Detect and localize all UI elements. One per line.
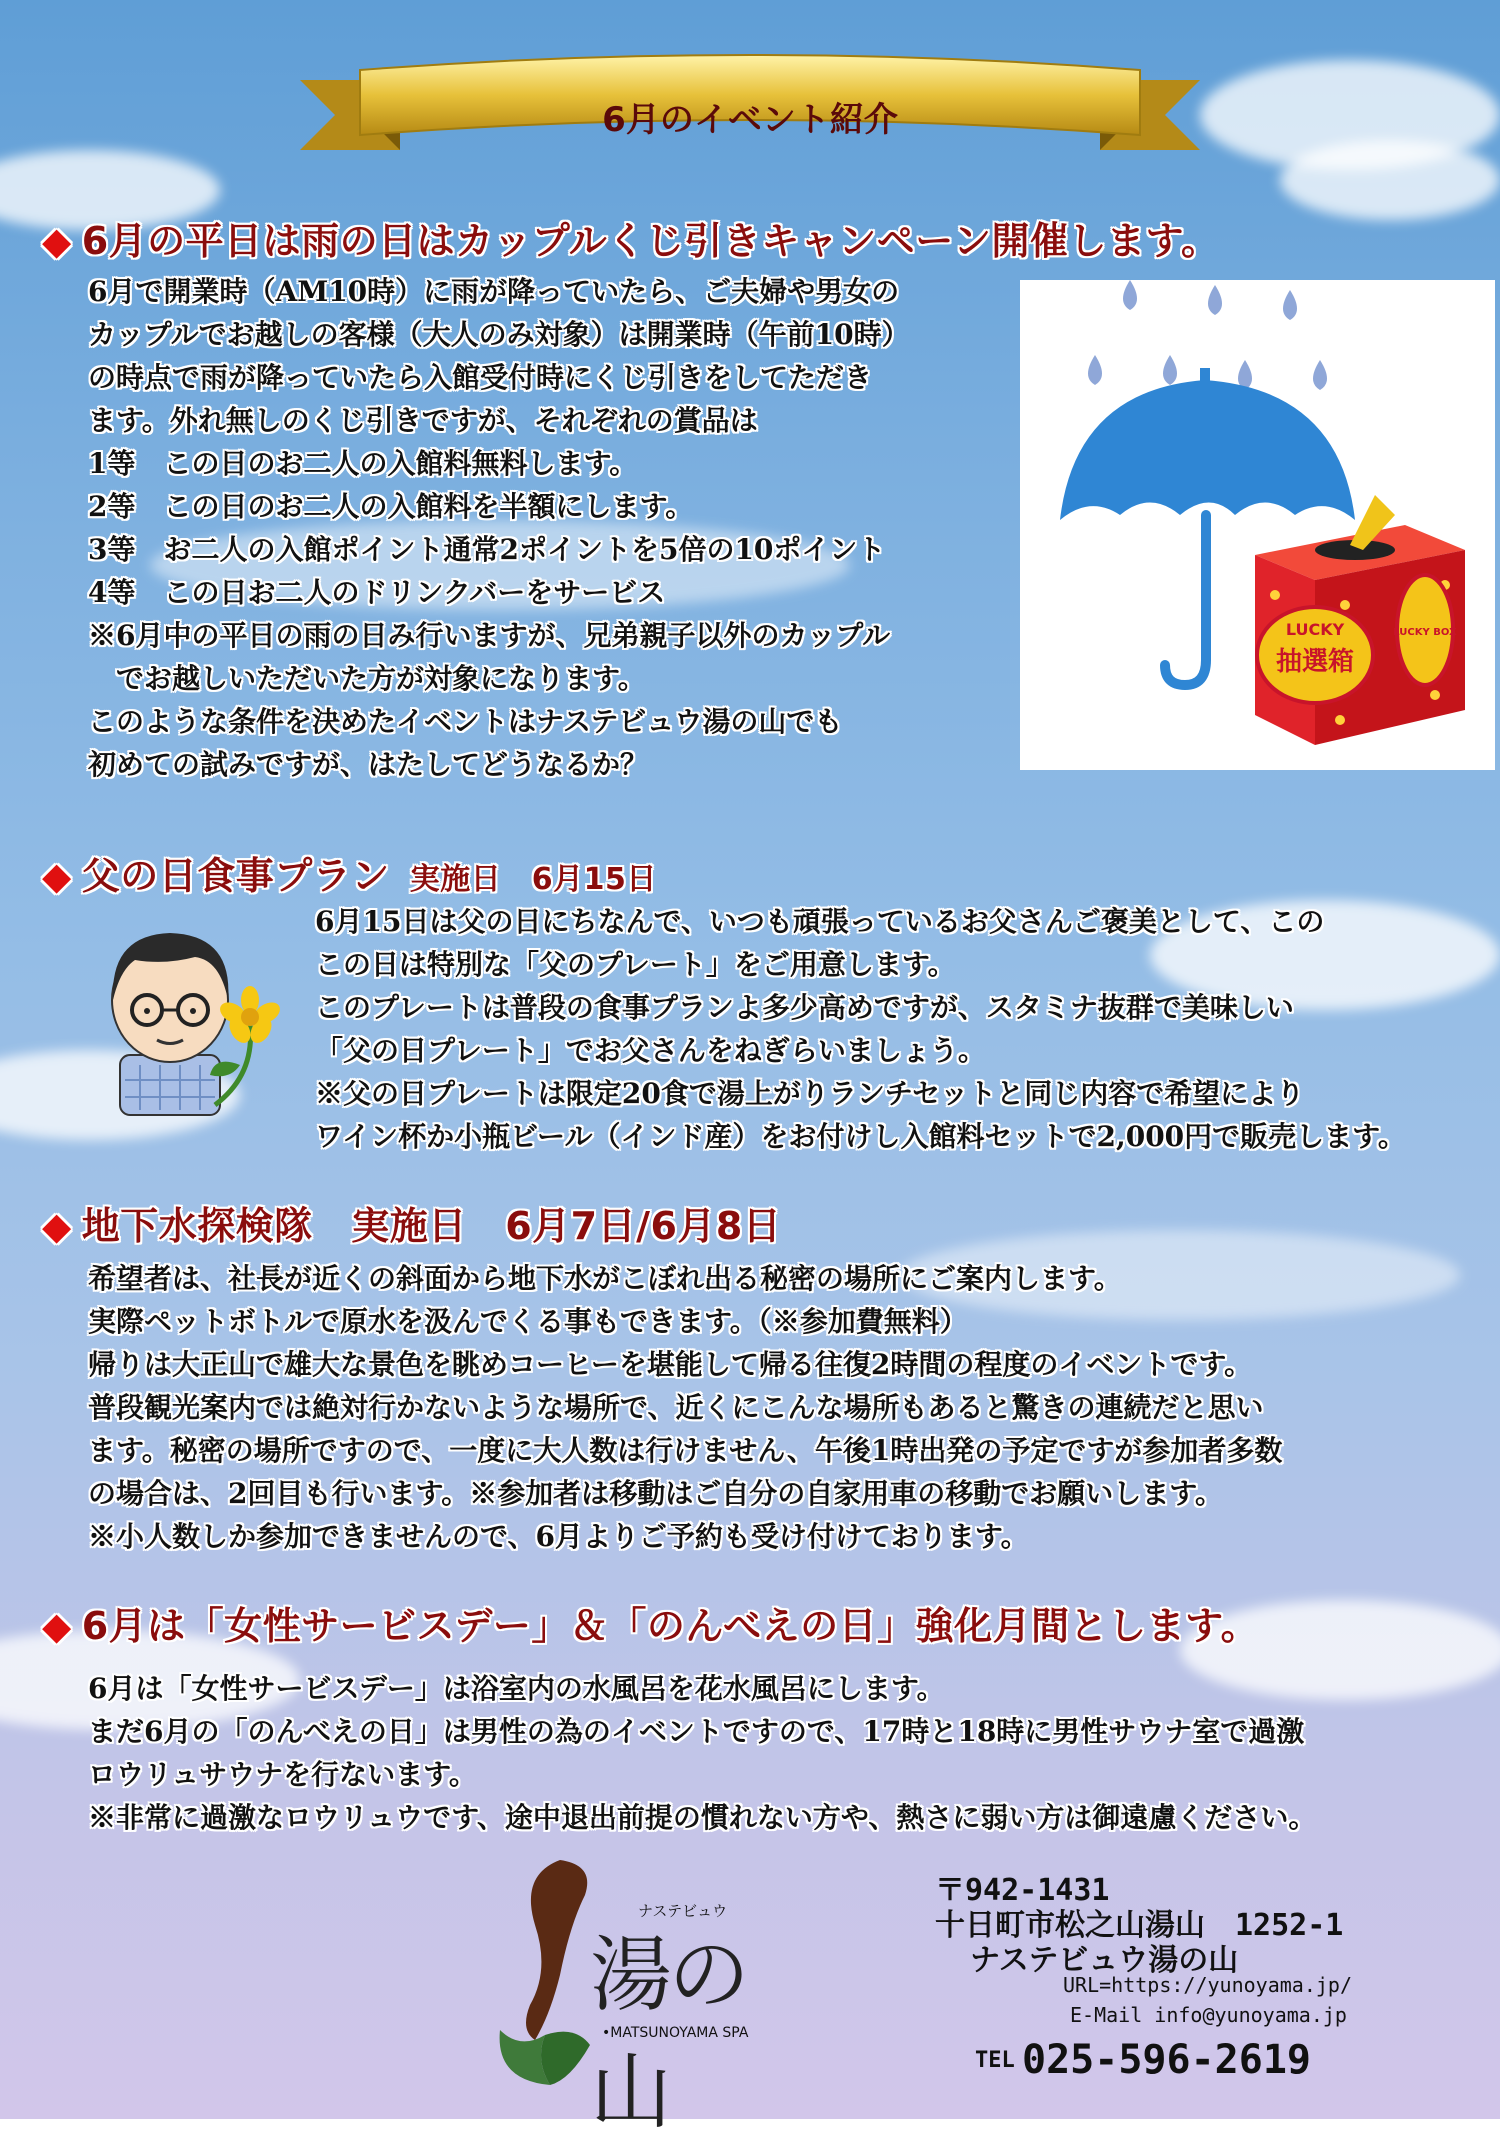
section-1-title: 6月の平日は雨の日はカップルくじ引きキャンペーン開催します。 bbox=[81, 219, 1220, 263]
section-1-line: 3等 お二人の入館ポイント通常2ポイントを5倍の10ポイント bbox=[88, 533, 886, 566]
section-4-title: 6月は「女性サービスデー」＆「のんべえの日」強化月間とします。 bbox=[81, 1604, 1260, 1648]
sunflower-icon bbox=[195, 985, 305, 1115]
section-2-heading bbox=[42, 845, 657, 900]
lucky-box-icon bbox=[1245, 495, 1475, 755]
section-1-line: カップルでお越しの客様（大人のみ対象）は開業時（午前10時） bbox=[88, 318, 910, 351]
section-2-date: 実施日 6月15日 bbox=[409, 862, 657, 897]
section-1-line: このような条件を決めたイベントはナステビュウ湯の山でも bbox=[88, 705, 843, 738]
rain-lottery-illustration bbox=[1020, 280, 1495, 770]
lucky-box-main-label: 抽選箱 bbox=[1275, 647, 1355, 677]
section-3-heading bbox=[42, 1195, 781, 1250]
diamond-marker: ◆ bbox=[42, 1604, 72, 1648]
cloud bbox=[1280, 140, 1500, 220]
section-1-line: 1等 この日のお二人の入館料無料します。 bbox=[88, 447, 638, 480]
section-1-line: でお越しいただいた方が対象になります。 bbox=[88, 662, 646, 695]
section-2-line: ※父の日プレートは限定20食で湯上がりランチセットと同じ内容で希望により bbox=[315, 1077, 1305, 1110]
section-1-line: の時点で雨が降っていたら入館受付時にくじ引きをしてただき bbox=[88, 361, 873, 394]
postal-code: 〒942-1431 bbox=[935, 1873, 1110, 1908]
section-3-line: ※小人数しか参加できませんので、6月よりご予約も受け付けております。 bbox=[88, 1520, 1029, 1553]
section-3-line: の場合は、2回目も行います。※参加者は移動はご自分の自家用車の移動でお願いします。 bbox=[88, 1477, 1224, 1510]
section-1-line: 初めての試みですが、はたしてどうなるか？ bbox=[88, 748, 649, 781]
section-4-line: 6月は「女性サービスデー」は浴室内の水風呂を花水風呂にします。 bbox=[88, 1672, 945, 1705]
section-3-line: 希望者は、社長が近くの斜面から地下水がこぼれ出る秘密の場所にご案内します。 bbox=[88, 1262, 1122, 1295]
diamond-marker: ◆ bbox=[42, 854, 72, 898]
title-banner bbox=[300, 40, 1200, 160]
section-1-line: 2等 この日のお二人の入館料を半額にします。 bbox=[88, 490, 694, 523]
section-2-title: 父の日食事プラン bbox=[81, 854, 390, 898]
diamond-marker: ◆ bbox=[42, 1204, 72, 1248]
onsen-logo bbox=[490, 1855, 820, 2140]
lucky-box-side-label: LUCKY BOX bbox=[1393, 627, 1457, 638]
section-4-line: まだ6月の「のんべえの日」は男性の為のイベントですので、17時と18時に男性サウナ室で過激 bbox=[88, 1715, 1305, 1748]
email-address[interactable]: E-Mail info@yunoyama.jp bbox=[1070, 2003, 1347, 2027]
section-4-heading bbox=[42, 1595, 1259, 1650]
section-1-line: 4等 この日お二人のドリンクバーをサービス bbox=[88, 576, 666, 609]
facility-name: ナステビュウ湯の山 bbox=[970, 1943, 1239, 1978]
address: 十日町市松之山湯山 1252-1 bbox=[935, 1908, 1344, 1943]
section-1-line: ※6月中の平日の雨の日み行いますが、兄弟親子以外のカップル bbox=[88, 619, 891, 652]
section-2-line: ワイン杯か小瓶ビール（インド産）をお付けし入館料セットで2,000円で販売します。 bbox=[315, 1120, 1406, 1153]
section-3-line: ます。秘密の場所ですので、一度に大人数は行けません、午後1時出発の予定ですが参加者多数 bbox=[88, 1434, 1283, 1467]
phone-number[interactable]: 025-596-2619 bbox=[1022, 2037, 1311, 2083]
logo-kana: ナステビュウ bbox=[638, 1902, 728, 1920]
section-3-line: 帰りは大正山で雄大な景色を眺めコーヒーを堪能して帰る往復2時間の程度のイベントです。 bbox=[88, 1348, 1253, 1381]
section-4-line: ※非常に過激なロウリュウです、途中退出前提の慣れない方や、熱さに弱い方は御遠慮ください。 bbox=[88, 1801, 1317, 1834]
logo-romaji: •MATSUNOYAMA SPA bbox=[602, 2025, 749, 2041]
section-1-line: ます。外れ無しのくじ引きですが、それぞれの賞品は bbox=[88, 404, 758, 437]
lucky-box-top-label: LUCKY bbox=[1285, 620, 1345, 639]
logo-name: 湯の山 bbox=[590, 1928, 747, 2140]
section-3-line: 実際ペットボトルで原水を汲んでくる事もできます。（※参加費無料） bbox=[88, 1305, 968, 1338]
diamond-marker: ◆ bbox=[42, 219, 72, 263]
section-1-line: 6月で開業時（AM10時）に雨が降っていたら、ご夫婦や男女の bbox=[88, 275, 900, 308]
banner-title: 6月のイベント紹介 bbox=[602, 100, 898, 140]
section-3-line: 普段観光案内では絶対行かないような場所で、近くにこんな場所もあると驚きの連続だと思い bbox=[88, 1391, 1264, 1424]
section-1-heading bbox=[42, 210, 1219, 265]
website-url[interactable]: URL=https://yunoyama.jp/ bbox=[1063, 1973, 1352, 1997]
section-3-title: 地下水探検隊 実施日 6月7日/6月8日 bbox=[81, 1204, 782, 1248]
section-2-line: 「父の日プレート」でお父さんをねぎらいましょう。 bbox=[315, 1034, 986, 1067]
section-2-line: この日は特別な「父のプレート」をご用意します。 bbox=[315, 948, 956, 981]
tel-label: TEL bbox=[975, 2048, 1015, 2073]
section-4-line: ロウリュサウナを行ないます。 bbox=[88, 1758, 477, 1791]
section-2-line: 6月15日は父の日にちなんで、いつも頑張っているお父さんご褒美として、この bbox=[315, 905, 1325, 938]
section-2-line: このプレートは普段の食事プランよ多少高めですが、スタミナ抜群で美味しい bbox=[315, 991, 1294, 1024]
